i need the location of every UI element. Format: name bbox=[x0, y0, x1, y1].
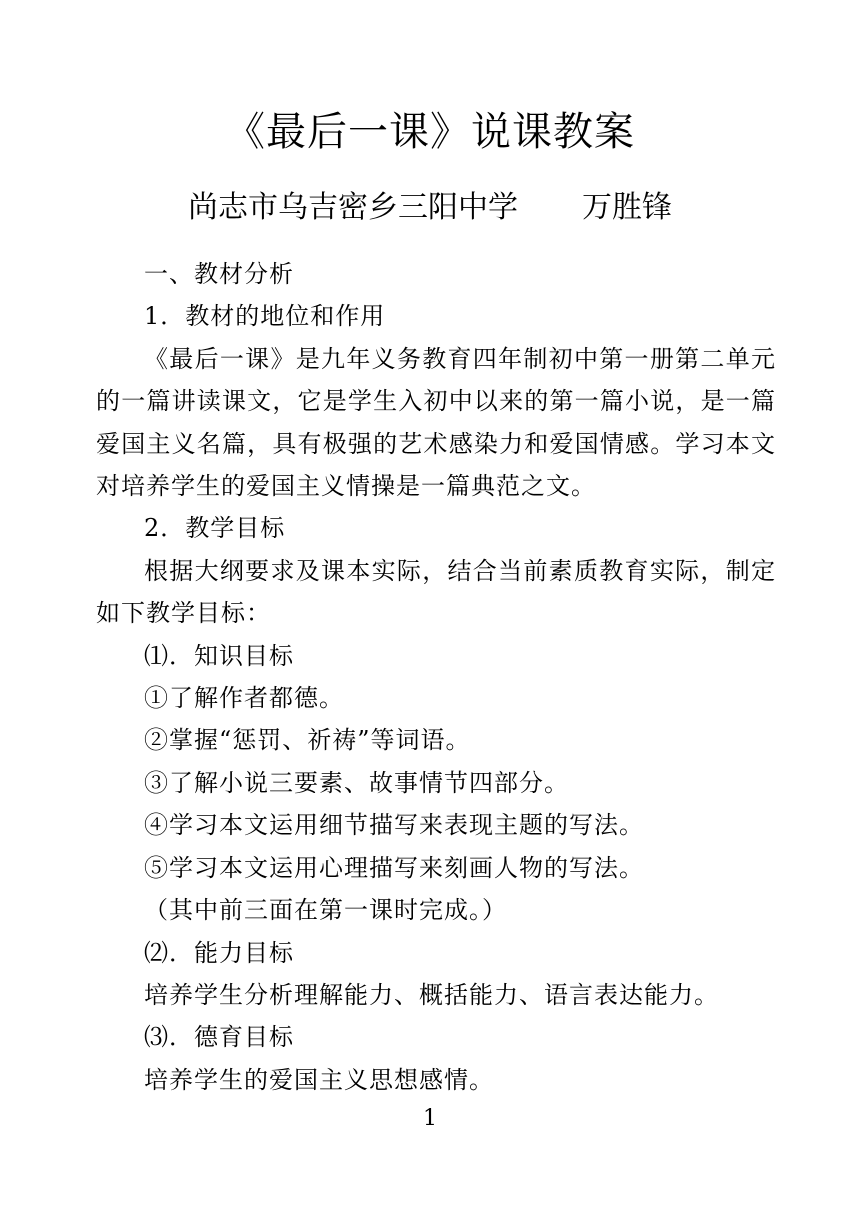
paragraph-goals: 根据大纲要求及课本实际，结合当前素质教育实际，制定如下教学目标： bbox=[96, 556, 776, 628]
author-name: 万胜锋 bbox=[582, 190, 672, 225]
author-line bbox=[0, 186, 860, 230]
document-title: 《最后一课》说课教案 bbox=[225, 109, 635, 155]
author-school: 尚志市乌吉密乡三阳中学 bbox=[188, 190, 518, 225]
subsection-heading-goals: 2．教学目标 bbox=[144, 514, 286, 543]
goal-text-moral: 培养学生的爱国主义思想感情。 bbox=[144, 1065, 494, 1094]
list-item: ⑤学习本文运用心理描写来刻画人物的写法。 bbox=[144, 853, 644, 882]
goal-text-ability: 培养学生分析理解能力、概括能力、语言表达能力。 bbox=[144, 980, 719, 1009]
section-heading-textbook-analysis: 一、教材分析 bbox=[144, 260, 294, 288]
subsection-heading-role: 1．教材的地位和作用 bbox=[144, 302, 386, 331]
document-body bbox=[96, 253, 776, 1101]
knowledge-note: （其中前三面在第一课时完成。） bbox=[144, 896, 507, 925]
goal-heading-knowledge: ⑴．知识目标 bbox=[144, 641, 294, 670]
goal-heading-ability: ⑵．能力目标 bbox=[144, 938, 294, 967]
list-item: ④学习本文运用细节描写来表现主题的写法。 bbox=[144, 811, 644, 840]
paragraph-role: 《最后一课》是九年义务教育四年制初中第一册第二单元的一篇讲读课文，它是学生入初中以来的第一篇小说，是一篇爱国主义名篇，具有极强的艺术感染力和爱国情感。学习本文对培养学生的爱国主义情操是一篇典范之文。 bbox=[96, 344, 776, 501]
list-item: ①了解作者都德。 bbox=[144, 684, 344, 713]
page-number: 1 bbox=[423, 1106, 437, 1131]
list-item: ③了解小说三要素、故事情节四部分。 bbox=[144, 768, 569, 797]
list-item: ②掌握“惩罚、祈祷”等词语。 bbox=[144, 726, 471, 755]
goal-heading-moral: ⑶．德育目标 bbox=[144, 1023, 294, 1052]
